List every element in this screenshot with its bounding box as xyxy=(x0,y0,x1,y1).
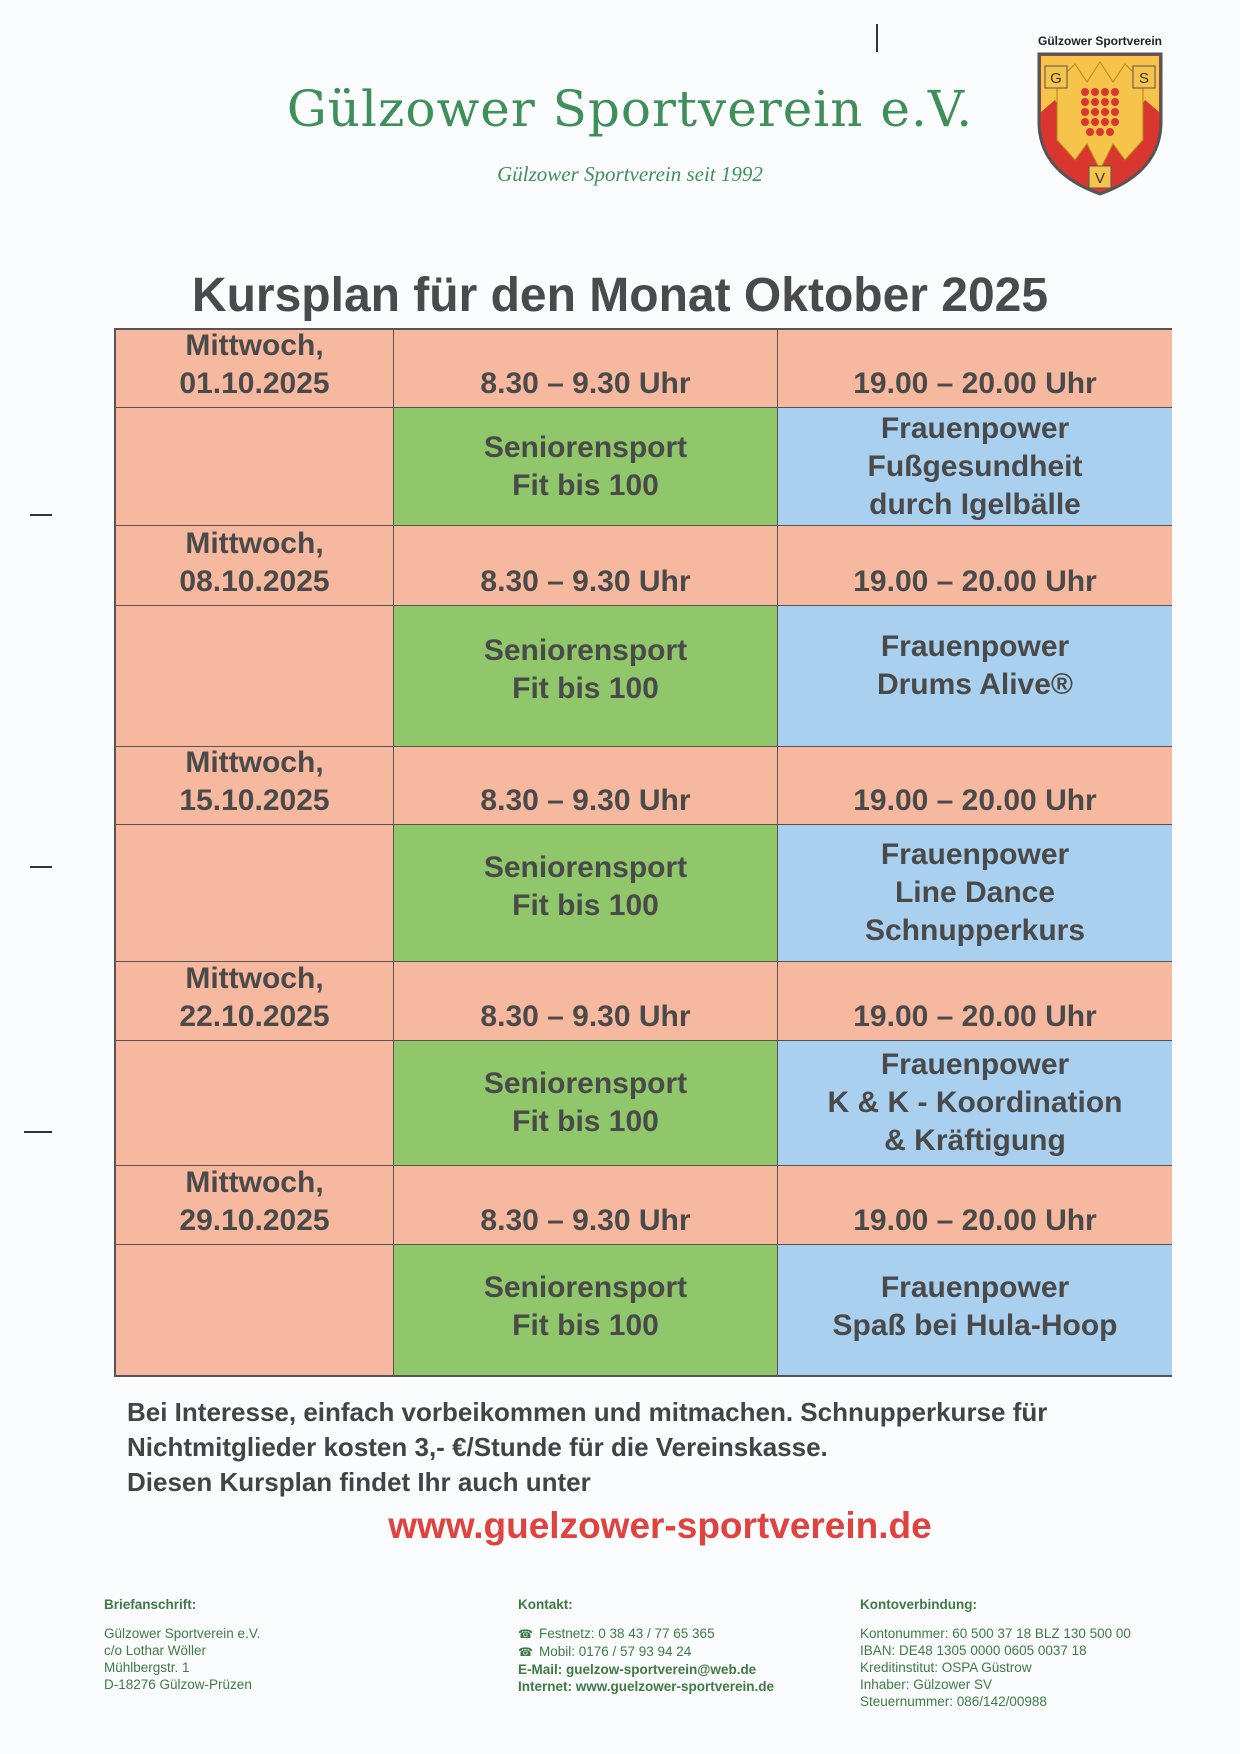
course-name: Seniorensport xyxy=(483,634,688,667)
empty-cell xyxy=(116,606,394,747)
date-label: 01.10.2025 xyxy=(179,367,330,400)
time-cell-morning xyxy=(394,330,778,408)
course-name: Frauenpower xyxy=(880,838,1070,871)
empty-cell xyxy=(116,408,394,526)
footer-bank xyxy=(860,1596,1131,1710)
women-course-cell xyxy=(778,825,1172,962)
scan-mark xyxy=(876,24,878,52)
time-cell-evening xyxy=(778,962,1172,1041)
crest-letter-g: G xyxy=(1050,70,1062,87)
evening-time: 19.00 – 20.00 Uhr xyxy=(853,1000,1097,1033)
day-label: Mittwoch, xyxy=(185,329,324,362)
course-detail: Fit bis 100 xyxy=(512,1309,659,1342)
morning-time: 8.30 – 9.30 Uhr xyxy=(480,367,691,400)
course-name: Frauenpower xyxy=(880,630,1070,663)
time-cell-evening xyxy=(778,330,1172,408)
address-line: Gülzower Sportverein e.V. xyxy=(104,1626,261,1641)
mobile-line: Mobil: 0176 / 57 93 94 24 xyxy=(538,1644,692,1659)
info-line: Nichtmitglieder kosten 3,- €/Stunde für die Vereinskasse. xyxy=(127,1432,828,1462)
bank-line: Kontonummer: 60 500 37 18 BLZ 130 500 00 xyxy=(860,1626,1131,1641)
evening-time: 19.00 – 20.00 Uhr xyxy=(853,565,1097,598)
course-detail: Drums Alive® xyxy=(876,668,1074,701)
day-label: Mittwoch, xyxy=(185,962,324,995)
crest-name: Gülzower Sportverein xyxy=(1037,34,1163,48)
plan-title: Kursplan für den Monat Oktober 2025 xyxy=(191,269,1049,322)
website-link[interactable]: www.guelzower-sportverein.de xyxy=(388,1505,932,1546)
empty-cell xyxy=(116,1245,394,1375)
course-name: Seniorensport xyxy=(483,1067,688,1100)
course-detail: Fit bis 100 xyxy=(512,672,659,705)
course-detail: Fußgesundheit xyxy=(867,449,1083,483)
course-detail: & Kräftigung xyxy=(884,1124,1066,1157)
crest-shield-icon xyxy=(1035,52,1165,197)
course-name: Frauenpower xyxy=(880,1048,1070,1081)
footer-heading: Kontakt: xyxy=(518,1597,573,1612)
morning-time: 8.30 – 9.30 Uhr xyxy=(480,1204,691,1237)
senior-course-cell xyxy=(394,825,778,962)
course-name: Frauenpower xyxy=(880,1271,1070,1304)
time-cell-evening xyxy=(778,747,1172,825)
crest-letter-s: S xyxy=(1138,70,1150,87)
telephone-icon: ☎ xyxy=(518,1627,533,1641)
date-label: 08.10.2025 xyxy=(179,565,330,598)
course-detail: Fit bis 100 xyxy=(512,1105,659,1138)
telephone-icon: ☎ xyxy=(518,1645,533,1659)
day-label: Mittwoch, xyxy=(185,1166,324,1199)
course-detail: Fit bis 100 xyxy=(512,468,659,502)
footer-contact xyxy=(518,1596,774,1695)
empty-cell xyxy=(116,825,394,962)
evening-time: 19.00 – 20.00 Uhr xyxy=(853,784,1097,817)
info-line: Bei Interesse, einfach vorbeikommen und mitmachen. Schnupperkurse für xyxy=(127,1397,1048,1427)
empty-cell xyxy=(116,1041,394,1166)
bank-line: Steuernummer: 086/142/00988 xyxy=(860,1694,1047,1709)
morning-time: 8.30 – 9.30 Uhr xyxy=(480,565,691,598)
time-cell-evening xyxy=(778,1166,1172,1245)
bank-line: Kreditinstitut: OSPA Güstrow xyxy=(860,1660,1032,1675)
bank-line: Inhaber: Gülzower SV xyxy=(860,1677,993,1692)
course-name: Seniorensport xyxy=(483,430,688,464)
course-detail: K & K - Koordination xyxy=(827,1086,1123,1119)
club-title: Gülzower Sportverein e.V. xyxy=(286,80,974,138)
date-label: 15.10.2025 xyxy=(179,784,330,817)
course-name: Seniorensport xyxy=(483,851,688,884)
date-label: 22.10.2025 xyxy=(179,1000,330,1033)
women-course-cell xyxy=(778,408,1172,526)
info-text xyxy=(127,1395,1187,1500)
bank-line: IBAN: DE48 1305 0000 0605 0037 18 xyxy=(860,1643,1087,1658)
schedule-table xyxy=(114,328,1172,1377)
women-course-cell xyxy=(778,1041,1172,1166)
day-label: Mittwoch, xyxy=(185,527,324,560)
morning-time: 8.30 – 9.30 Uhr xyxy=(480,784,691,817)
scan-mark xyxy=(24,1131,52,1133)
club-subtitle: Gülzower Sportverein seit 1992 xyxy=(497,162,763,186)
scan-mark xyxy=(30,866,52,868)
date-cell xyxy=(116,747,394,825)
date-cell xyxy=(116,526,394,606)
senior-course-cell xyxy=(394,408,778,526)
date-cell xyxy=(116,962,394,1041)
info-line: Diesen Kursplan findet Ihr auch unter xyxy=(127,1467,591,1497)
address-line: D-18276 Gülzow-Prüzen xyxy=(104,1677,252,1692)
time-cell-evening xyxy=(778,526,1172,606)
time-cell-morning xyxy=(394,747,778,825)
course-detail: Schnupperkurs xyxy=(864,914,1086,947)
email-line[interactable]: E-Mail: guelzow-sportverein@web.de xyxy=(518,1662,757,1677)
morning-time: 8.30 – 9.30 Uhr xyxy=(480,1000,691,1033)
evening-time: 19.00 – 20.00 Uhr xyxy=(853,1204,1097,1237)
time-cell-morning xyxy=(394,962,778,1041)
course-name: Frauenpower xyxy=(880,411,1070,445)
footer-heading: Briefanschrift: xyxy=(104,1597,197,1612)
course-detail: Line Dance xyxy=(894,876,1056,909)
club-crest xyxy=(1030,34,1170,199)
date-cell xyxy=(116,330,394,408)
women-course-cell xyxy=(778,606,1172,747)
course-detail: Fit bis 100 xyxy=(512,889,659,922)
course-detail: durch Igelbälle xyxy=(869,487,1081,521)
evening-time: 19.00 – 20.00 Uhr xyxy=(853,367,1097,400)
internet-line[interactable]: Internet: www.guelzower-sportverein.de xyxy=(518,1679,775,1694)
date-cell xyxy=(116,1166,394,1245)
course-name: Seniorensport xyxy=(483,1271,688,1304)
crest-letter-v: V xyxy=(1094,170,1106,187)
footer-heading: Kontoverbindung: xyxy=(860,1597,977,1612)
address-line: Mühlbergstr. 1 xyxy=(104,1660,190,1675)
date-label: 29.10.2025 xyxy=(179,1204,330,1237)
senior-course-cell xyxy=(394,606,778,747)
phone-line: Festnetz: 0 38 43 / 77 65 365 xyxy=(538,1626,715,1641)
time-cell-morning xyxy=(394,526,778,606)
women-course-cell xyxy=(778,1245,1172,1375)
course-detail: Spaß bei Hula-Hoop xyxy=(832,1309,1118,1342)
footer-address xyxy=(104,1596,260,1693)
scan-mark xyxy=(30,514,52,516)
time-cell-morning xyxy=(394,1166,778,1245)
senior-course-cell xyxy=(394,1041,778,1166)
address-line: c/o Lothar Wöller xyxy=(104,1643,207,1658)
senior-course-cell xyxy=(394,1245,778,1375)
day-label: Mittwoch, xyxy=(185,746,324,779)
